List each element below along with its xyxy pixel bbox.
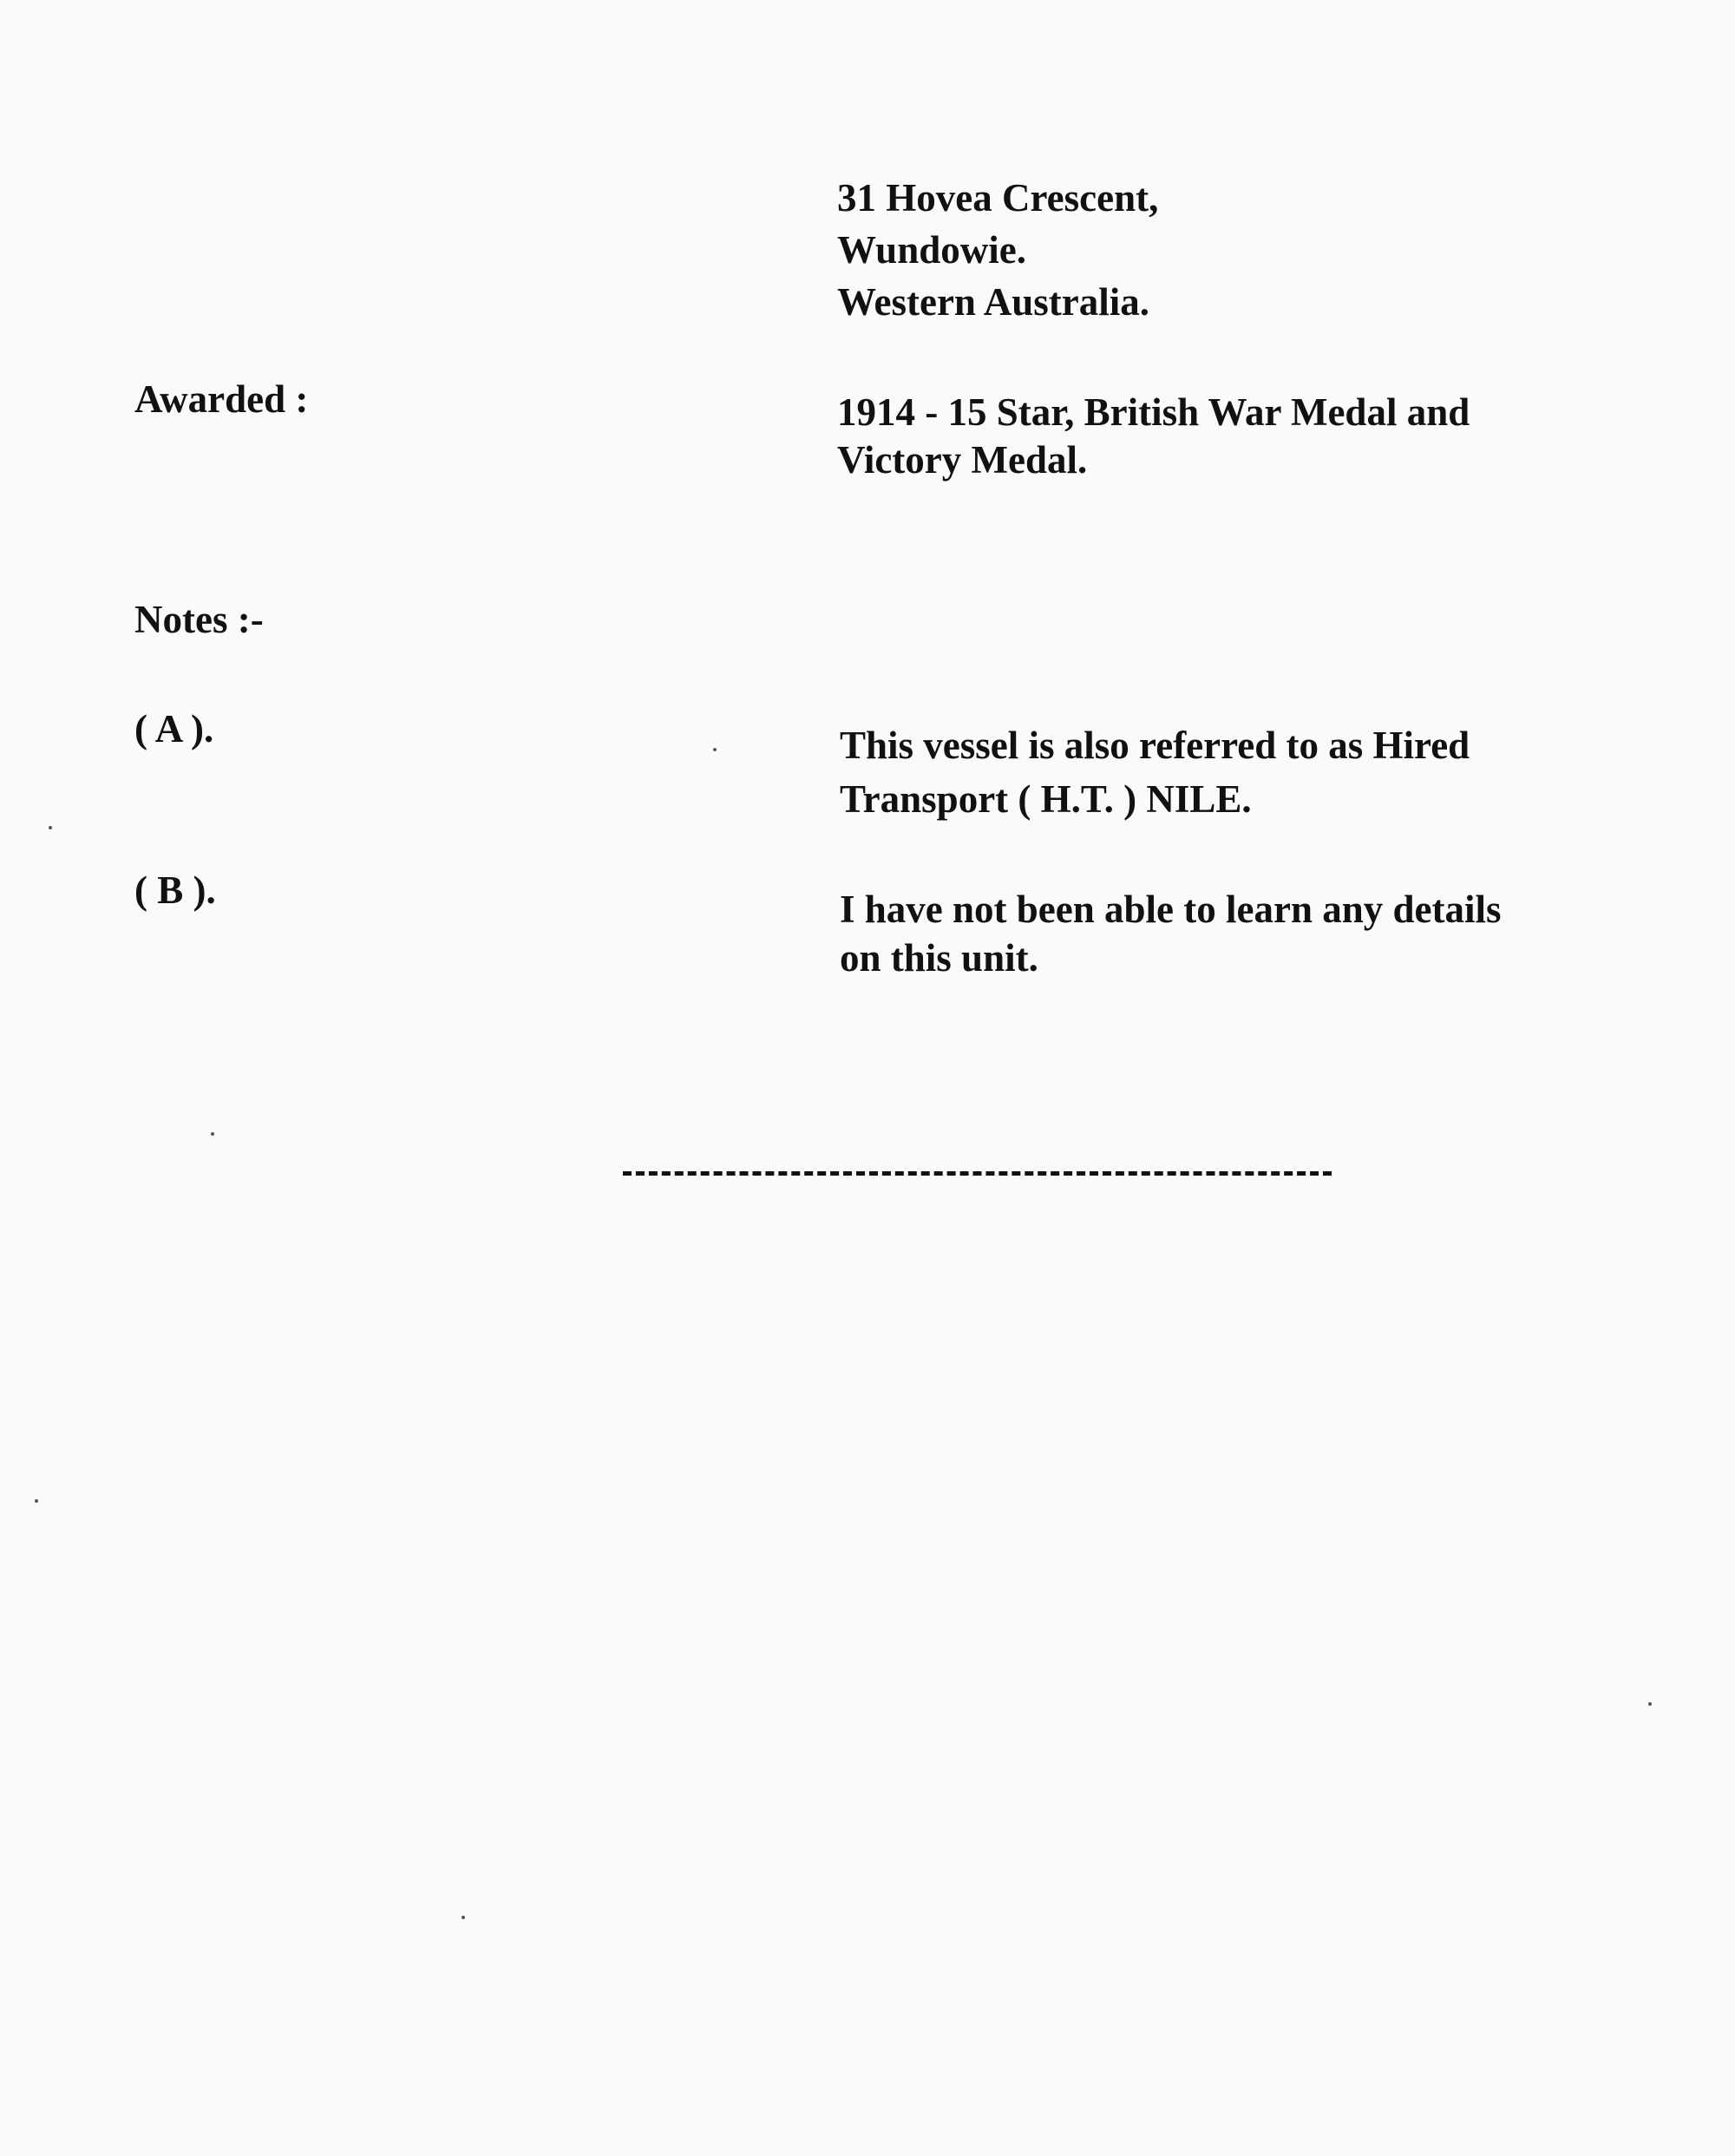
dashed-divider	[623, 1171, 1332, 1176]
note-b-line-1: I have not been able to learn any details	[840, 888, 1502, 931]
scan-speck	[35, 1499, 38, 1503]
note-b-text	[840, 885, 1502, 982]
notes-heading: Notes :-	[134, 598, 264, 641]
note-a-line-2: Transport ( H.T. ) NILE.	[840, 777, 1252, 821]
address-block	[837, 172, 1158, 328]
note-a-line-1: This vessel is also referred to as Hired	[840, 724, 1470, 767]
note-a-text	[840, 718, 1470, 826]
awarded-text	[837, 389, 1470, 484]
scan-speck	[462, 1916, 465, 1919]
scan-speck	[1648, 1702, 1652, 1706]
awarded-line-1: 1914 - 15 Star, British War Medal and	[837, 390, 1470, 434]
address-line-1: 31 Hovea Crescent,	[837, 176, 1159, 220]
note-b-marker: ( B ).	[134, 868, 216, 912]
scan-speck	[211, 1132, 214, 1136]
note-a-marker: ( A ).	[134, 707, 214, 750]
scan-speck	[49, 826, 52, 829]
address-line-2: Wundowie.	[837, 228, 1026, 272]
awarded-label: Awarded :	[134, 377, 309, 421]
awarded-line-2: Victory Medal.	[837, 438, 1088, 482]
address-line-3: Western Australia.	[837, 280, 1149, 324]
note-b-line-2: on this unit.	[840, 936, 1038, 980]
scan-speck	[713, 748, 717, 751]
